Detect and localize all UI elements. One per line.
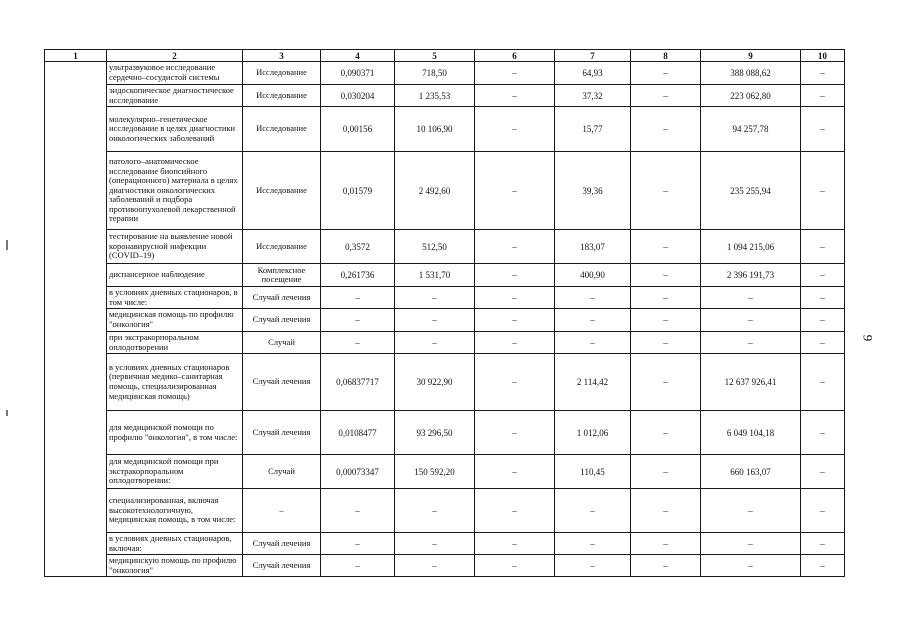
value-cell: – [475, 411, 555, 455]
row-name: для медицинской помощи по профилю "онкология", в том числе: [107, 411, 243, 455]
table-row [45, 152, 845, 230]
value-cell: – [801, 152, 845, 230]
unit-cell: Случай лечения [243, 533, 321, 555]
value-cell: 0,0108477 [321, 411, 395, 455]
unit-cell: Случай [243, 332, 321, 354]
value-cell: 223 062,80 [701, 85, 801, 107]
value-cell: 0,261736 [321, 264, 395, 287]
row-name: в условиях дневных стационаров, включая: [107, 533, 243, 555]
value-cell: – [631, 332, 701, 354]
value-cell: – [395, 555, 475, 577]
value-cell: – [801, 264, 845, 287]
row-name: медицинская помощь по профилю "онкология" [107, 309, 243, 332]
column-header: 8 [631, 50, 701, 62]
row-name: ультразвуковое исследование сердечно–сосудистой системы [107, 62, 243, 85]
value-cell: 10 106,90 [395, 107, 475, 152]
value-cell: – [475, 62, 555, 85]
table-row [45, 354, 845, 411]
value-cell: – [321, 489, 395, 533]
value-cell: – [631, 489, 701, 533]
value-cell: 39,36 [555, 152, 631, 230]
value-cell: – [475, 152, 555, 230]
value-cell: 718,50 [395, 62, 475, 85]
column-header: 6 [475, 50, 555, 62]
value-cell: – [801, 455, 845, 489]
unit-cell: Исследование [243, 230, 321, 264]
page-number: 9 [860, 334, 876, 342]
value-cell: – [555, 309, 631, 332]
value-cell: – [555, 489, 631, 533]
column-header: 4 [321, 50, 395, 62]
scan-edge-mark [6, 410, 8, 416]
value-cell: – [801, 411, 845, 455]
table-row [45, 555, 845, 577]
value-cell: – [321, 332, 395, 354]
table-row [45, 85, 845, 107]
value-cell: 183,07 [555, 230, 631, 264]
value-cell: 93 296,50 [395, 411, 475, 455]
value-cell: – [631, 533, 701, 555]
table-row [45, 332, 845, 354]
unit-cell: Случай лечения [243, 309, 321, 332]
value-cell: 1 531,70 [395, 264, 475, 287]
value-cell: 400,90 [555, 264, 631, 287]
value-cell: 15,77 [555, 107, 631, 152]
column-header: 7 [555, 50, 631, 62]
value-cell: – [475, 354, 555, 411]
row-name: специализированная, включая высокотехнологичную, медицинская помощь, в том числе: [107, 489, 243, 533]
unit-cell: – [243, 489, 321, 533]
value-cell: – [701, 489, 801, 533]
value-cell: – [555, 555, 631, 577]
value-cell: – [475, 309, 555, 332]
table-row [45, 489, 845, 533]
row-name: тестирование на выявление новой коронавирусной инфекции (COVID–19) [107, 230, 243, 264]
unit-cell: Случай лечения [243, 411, 321, 455]
unit-cell: Исследование [243, 85, 321, 107]
value-cell: – [631, 555, 701, 577]
value-cell: 2 114,42 [555, 354, 631, 411]
value-cell: 2 492,60 [395, 152, 475, 230]
table-row [45, 287, 845, 309]
value-cell: – [631, 455, 701, 489]
value-cell: 37,32 [555, 85, 631, 107]
unit-cell: Случай лечения [243, 287, 321, 309]
table-row [45, 411, 845, 455]
value-cell: 0,030204 [321, 85, 395, 107]
value-cell: 0,00073347 [321, 455, 395, 489]
value-cell: 94 257,78 [701, 107, 801, 152]
table-row [45, 455, 845, 489]
value-cell: – [631, 309, 701, 332]
unit-cell: Случай лечения [243, 354, 321, 411]
row-name: эндоскопическое диагностическое исследование [107, 85, 243, 107]
value-cell: – [475, 107, 555, 152]
value-cell: – [801, 62, 845, 85]
value-cell: – [395, 287, 475, 309]
unit-cell: Исследование [243, 107, 321, 152]
value-cell: 6 049 104,18 [701, 411, 801, 455]
value-cell: – [801, 489, 845, 533]
value-cell: – [631, 230, 701, 264]
value-cell: – [555, 332, 631, 354]
row-name: медицинскую помощь по профилю "онкология" [107, 555, 243, 577]
value-cell: – [475, 230, 555, 264]
value-cell: – [631, 62, 701, 85]
column-header: 9 [701, 50, 801, 62]
unit-cell: Исследование [243, 152, 321, 230]
value-cell: – [475, 332, 555, 354]
value-cell: – [475, 455, 555, 489]
value-cell: 64,93 [555, 62, 631, 85]
value-cell: 1 012,06 [555, 411, 631, 455]
value-cell: 1 094 215,06 [701, 230, 801, 264]
value-cell: – [801, 230, 845, 264]
value-cell: – [631, 411, 701, 455]
value-cell: – [475, 555, 555, 577]
value-cell: – [321, 555, 395, 577]
row-name: молекулярно–генетическое исследование в целях диагностики онкологических заболеваний [107, 107, 243, 152]
value-cell: – [701, 287, 801, 309]
value-cell: – [475, 287, 555, 309]
unit-cell: Исследование [243, 62, 321, 85]
row-name: диспансерное наблюдение [107, 264, 243, 287]
value-cell: – [701, 332, 801, 354]
value-cell: – [321, 533, 395, 555]
value-cell: – [321, 309, 395, 332]
value-cell: – [631, 264, 701, 287]
value-cell: – [555, 287, 631, 309]
column-header: 2 [107, 50, 243, 62]
value-cell: – [801, 533, 845, 555]
value-cell: – [631, 85, 701, 107]
value-cell: – [801, 332, 845, 354]
value-cell: 512,50 [395, 230, 475, 264]
value-cell: – [701, 555, 801, 577]
table-row [45, 230, 845, 264]
row-name: в условиях дневных стационаров, в том числе: [107, 287, 243, 309]
value-cell: – [631, 354, 701, 411]
table-row [45, 107, 845, 152]
table-row [45, 62, 845, 85]
row-name: патолого–анатомическое исследование биопсийного (операционного) материала в целях диагностики онкологических заболеваний и подбора противоопухолевой лекарственной терапии [107, 152, 243, 230]
value-cell: – [801, 85, 845, 107]
value-cell: 30 922,90 [395, 354, 475, 411]
value-cell: – [631, 107, 701, 152]
value-cell: 0,01579 [321, 152, 395, 230]
value-cell: – [475, 85, 555, 107]
value-cell: – [475, 264, 555, 287]
unit-cell: Случай лечения [243, 555, 321, 577]
column-header: 3 [243, 50, 321, 62]
value-cell: – [475, 533, 555, 555]
value-cell: – [801, 309, 845, 332]
value-cell: 0,06837717 [321, 354, 395, 411]
value-cell: – [395, 309, 475, 332]
value-cell: – [475, 489, 555, 533]
unit-cell: Комплексное посещение [243, 264, 321, 287]
column-header: 10 [801, 50, 845, 62]
value-cell: – [801, 287, 845, 309]
value-cell: – [395, 533, 475, 555]
unit-cell: Случай [243, 455, 321, 489]
value-cell: 150 592,20 [395, 455, 475, 489]
value-cell: – [631, 287, 701, 309]
tariff-table [44, 49, 845, 577]
value-cell: 0,090371 [321, 62, 395, 85]
value-cell: 0,00156 [321, 107, 395, 152]
table-row [45, 533, 845, 555]
value-cell: – [395, 332, 475, 354]
value-cell: – [801, 354, 845, 411]
value-cell: 660 163,07 [701, 455, 801, 489]
row-name: в условиях дневных стационаров (первичная медико–санитарная помощь, специализированная медицинская помощь) [107, 354, 243, 411]
value-cell: – [701, 309, 801, 332]
value-cell: 12 637 926,41 [701, 354, 801, 411]
value-cell: 388 088,62 [701, 62, 801, 85]
scan-edge-mark [6, 240, 8, 250]
value-cell: – [555, 533, 631, 555]
value-cell: – [395, 489, 475, 533]
value-cell: 1 235,53 [395, 85, 475, 107]
header-row [45, 50, 845, 62]
value-cell: 110,45 [555, 455, 631, 489]
column-header: 5 [395, 50, 475, 62]
column-header: 1 [45, 50, 107, 62]
row-name: для медицинской помощи при экстракорпоральном оплодотворении: [107, 455, 243, 489]
row-name: при экстракорпоральном оплодотворении [107, 332, 243, 354]
group-cell [45, 62, 107, 577]
value-cell: 2 396 191,73 [701, 264, 801, 287]
value-cell: – [801, 555, 845, 577]
value-cell: – [701, 533, 801, 555]
value-cell: – [631, 152, 701, 230]
value-cell: 235 255,94 [701, 152, 801, 230]
value-cell: – [321, 287, 395, 309]
value-cell: – [801, 107, 845, 152]
table-row [45, 264, 845, 287]
value-cell: 0,3572 [321, 230, 395, 264]
table-row [45, 309, 845, 332]
